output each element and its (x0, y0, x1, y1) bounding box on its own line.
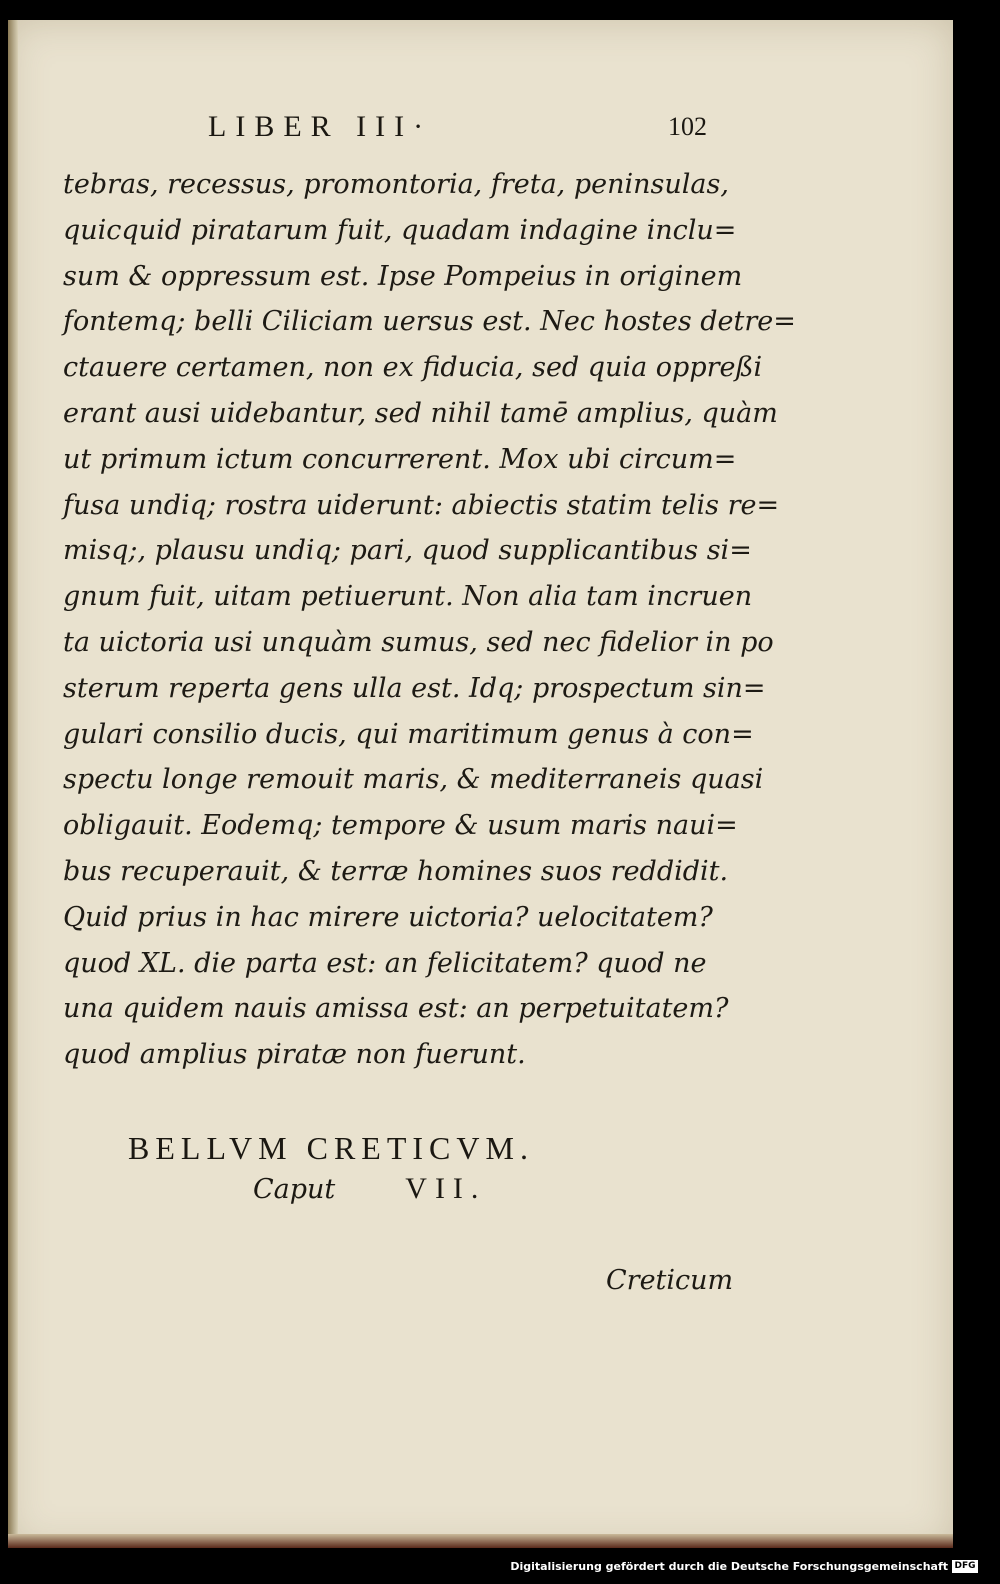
text-line: fusa undiq; rostra uiderunt: abiectis statim telis re= (63, 489, 780, 521)
text-line: quod amplius piratæ non fuerunt. (63, 1039, 526, 1071)
chapter-heading (253, 1172, 486, 1206)
body-text (63, 162, 796, 1078)
text-line: tebras, recessus, promontoria, freta, peninsulas, (63, 169, 729, 200)
binding-edge (8, 20, 18, 1548)
text-line: quicquid piratarum fuit, quadam indagine inclu= (63, 214, 737, 246)
text-line: spectu longe remouit maris, & mediterraneis quasi (63, 764, 764, 796)
chapter-label: Caput (253, 1174, 336, 1205)
dfg-logo: DFG (952, 1560, 978, 1573)
text-line: gnum fuit, uitam petiuerunt. Non alia tam incruen (63, 581, 753, 613)
text-line: ctauere certamen, non ex fiducia, sed quia oppreßi (63, 352, 763, 384)
catchword: Creticum (606, 1265, 734, 1296)
page-bottom-edge (8, 1534, 953, 1548)
text-line: obligauit. Eodemq; tempore & usum maris naui= (63, 810, 738, 842)
text-line: ut primum ictum concurrerent. Mox ubi circum= (63, 443, 737, 475)
section-heading: BELLVM CRETICVM. (128, 1130, 534, 1166)
running-head: LIBER III· (208, 110, 433, 143)
book-page (8, 20, 953, 1548)
text-line: ta uictoria usi unquàm sumus, sed nec fidelior in po (63, 626, 774, 658)
text-line: bus recuperauit, & terræ homines suos reddidit. (63, 855, 729, 887)
text-line: erant ausi uidebantur, sed nihil tamē amplius, quàm (63, 397, 778, 429)
text-line: sum & oppressum est. Ipse Pompeius in originem (63, 260, 743, 292)
text-line: gulari consilio ducis, qui maritimum genus à con= (63, 718, 754, 750)
text-line: una quidem nauis amissa est: an perpetuitatem? (63, 993, 729, 1025)
text-line: sterum reperta gens ulla est. Idq; prospectum sin= (63, 672, 766, 704)
text-line: fontemq; belli Ciliciam uersus est. Nec hostes detre= (63, 306, 796, 338)
page-number: 102 (668, 112, 707, 141)
chapter-number: VII. (405, 1172, 487, 1205)
text-line: Quid prius in hac mirere uictoria? uelocitatem? (63, 901, 713, 933)
digitization-credit: Digitalisierung gefördert durch die Deutsche Forschungsgemeinschaft (510, 1560, 948, 1573)
text-line: quod XL. die parta est: an felicitatem? quod ne (63, 947, 707, 979)
text-line: misq;, plausu undiq; pari, quod supplicantibus si= (63, 535, 752, 567)
